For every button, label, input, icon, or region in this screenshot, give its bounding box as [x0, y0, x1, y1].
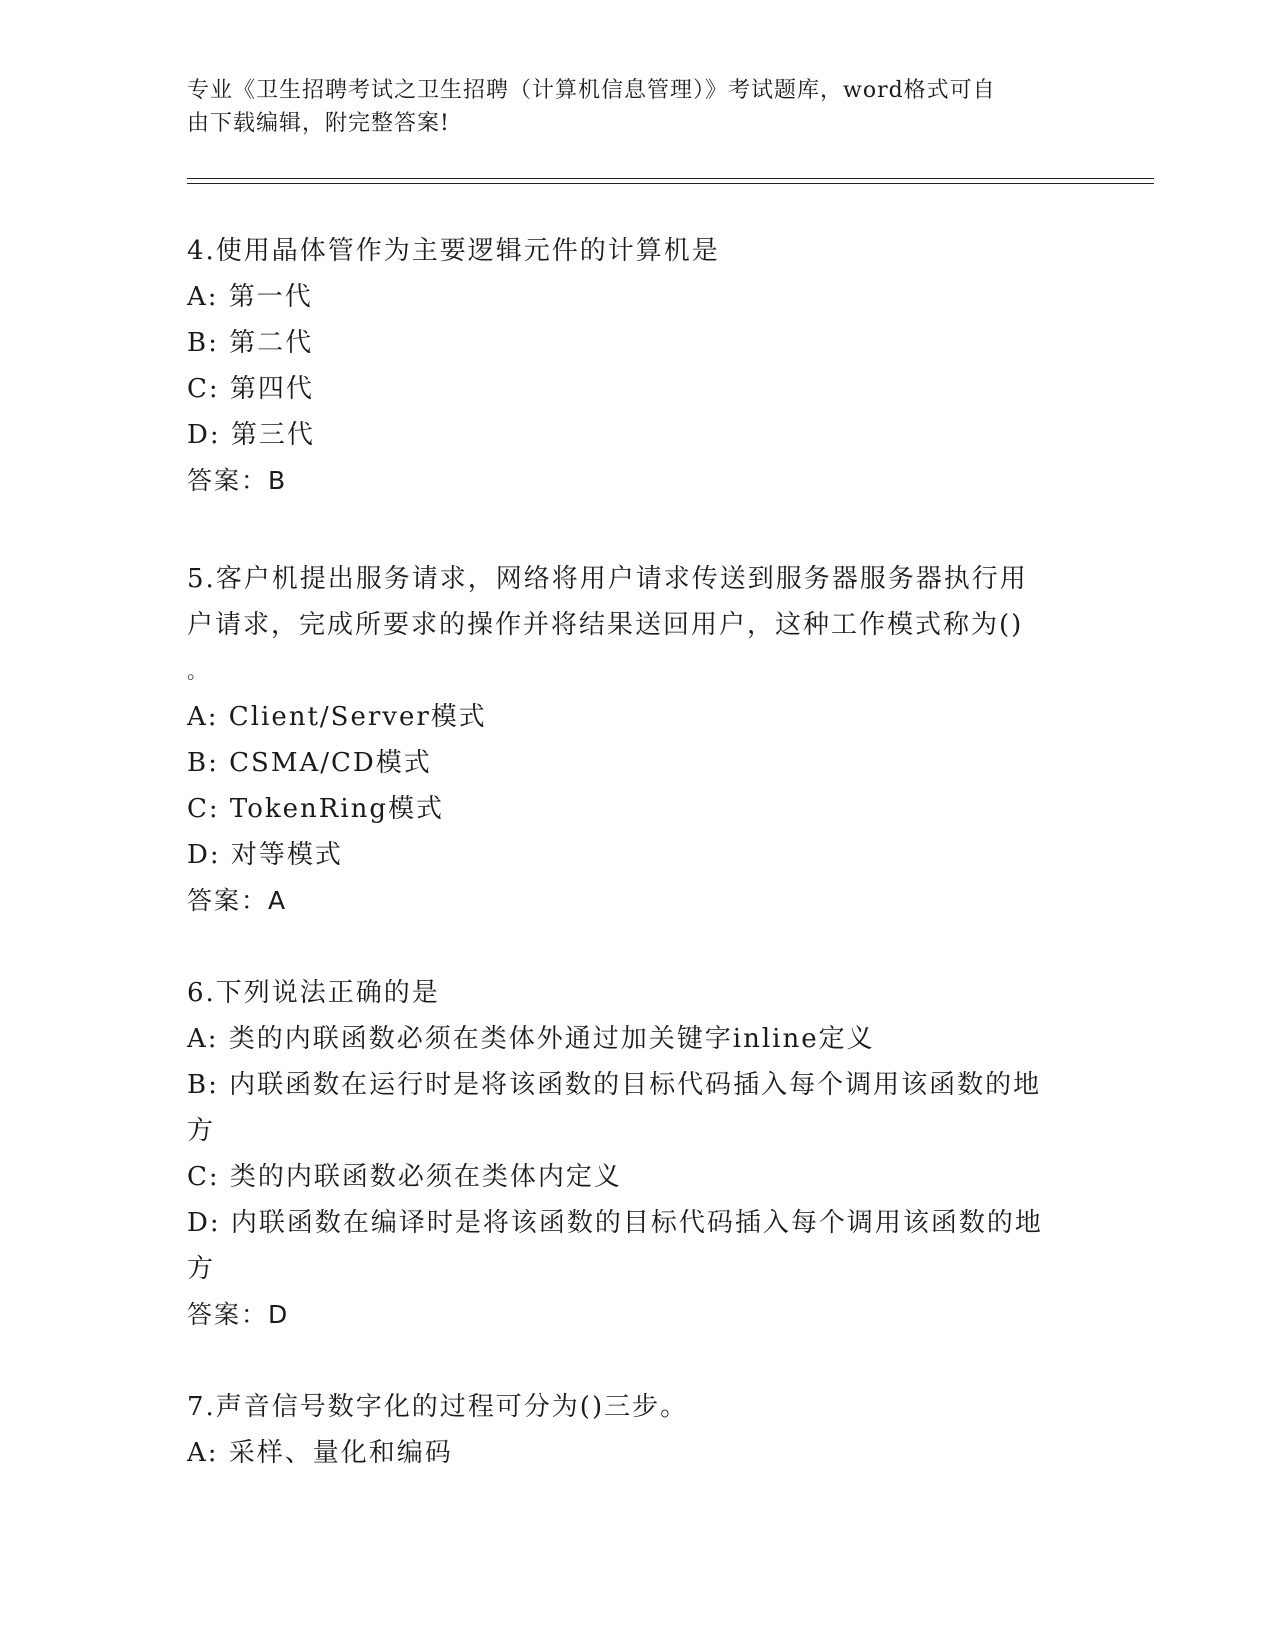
option-d: D: 对等模式 — [187, 840, 343, 870]
answer-label: 答案：D — [187, 1300, 290, 1329]
question-stem: 4.使用晶体管作为主要逻辑元件的计算机是 — [187, 236, 720, 266]
header-divider-top — [187, 178, 1154, 179]
question-block-4 — [187, 228, 1077, 504]
answer-label: 答案：B — [187, 466, 288, 495]
option-a: A: 类的内联函数必须在类体外通过加关键字inline定义 — [187, 1024, 875, 1054]
option-a: A: 第一代 — [187, 282, 313, 312]
option-d-line-2: 方 — [187, 1254, 216, 1284]
option-b: B: 第二代 — [187, 328, 314, 358]
option-d-line-1: D: 内联函数在编译时是将该函数的目标代码插入每个调用该函数的地 — [187, 1208, 1043, 1238]
question-stem: 6.下列说法正确的是 — [187, 978, 440, 1008]
option-b: B: CSMA/CD模式 — [187, 748, 432, 778]
question-block-5 — [187, 556, 1077, 924]
answer-label: 答案：A — [187, 886, 288, 915]
question-stem-line-2: 户请求，完成所要求的操作并将结果送回用户，这种工作模式称为() — [187, 610, 1024, 640]
option-d: D: 第三代 — [187, 420, 315, 450]
option-b-line-2: 方 — [187, 1116, 216, 1146]
header-line-2: 由下载编辑，附完整答案! — [187, 111, 450, 136]
question-stem-line-3: 。 — [187, 659, 209, 683]
question-block-7 — [187, 1384, 1077, 1476]
option-c: C: 第四代 — [187, 374, 314, 404]
question-stem: 7.声音信号数字化的过程可分为()三步。 — [187, 1392, 689, 1422]
option-a: A: 采样、量化和编码 — [187, 1438, 453, 1468]
question-block-6 — [187, 970, 1077, 1338]
option-b-line-1: B: 内联函数在运行时是将该函数的目标代码插入每个调用该函数的地 — [187, 1070, 1042, 1100]
option-a: A: Client/Server模式 — [187, 702, 487, 732]
question-stem-line-1: 5.客户机提出服务请求，网络将用户请求传送到服务器服务器执行用 — [187, 564, 1028, 594]
document-header — [187, 74, 1067, 140]
header-divider-bottom — [187, 183, 1154, 184]
option-c: C: TokenRing模式 — [187, 794, 445, 824]
option-c: C: 类的内联函数必须在类体内定义 — [187, 1162, 622, 1192]
header-line-1: 专业《卫生招聘考试之卫生招聘（计算机信息管理）》考试题库，word格式可自 — [187, 78, 996, 103]
